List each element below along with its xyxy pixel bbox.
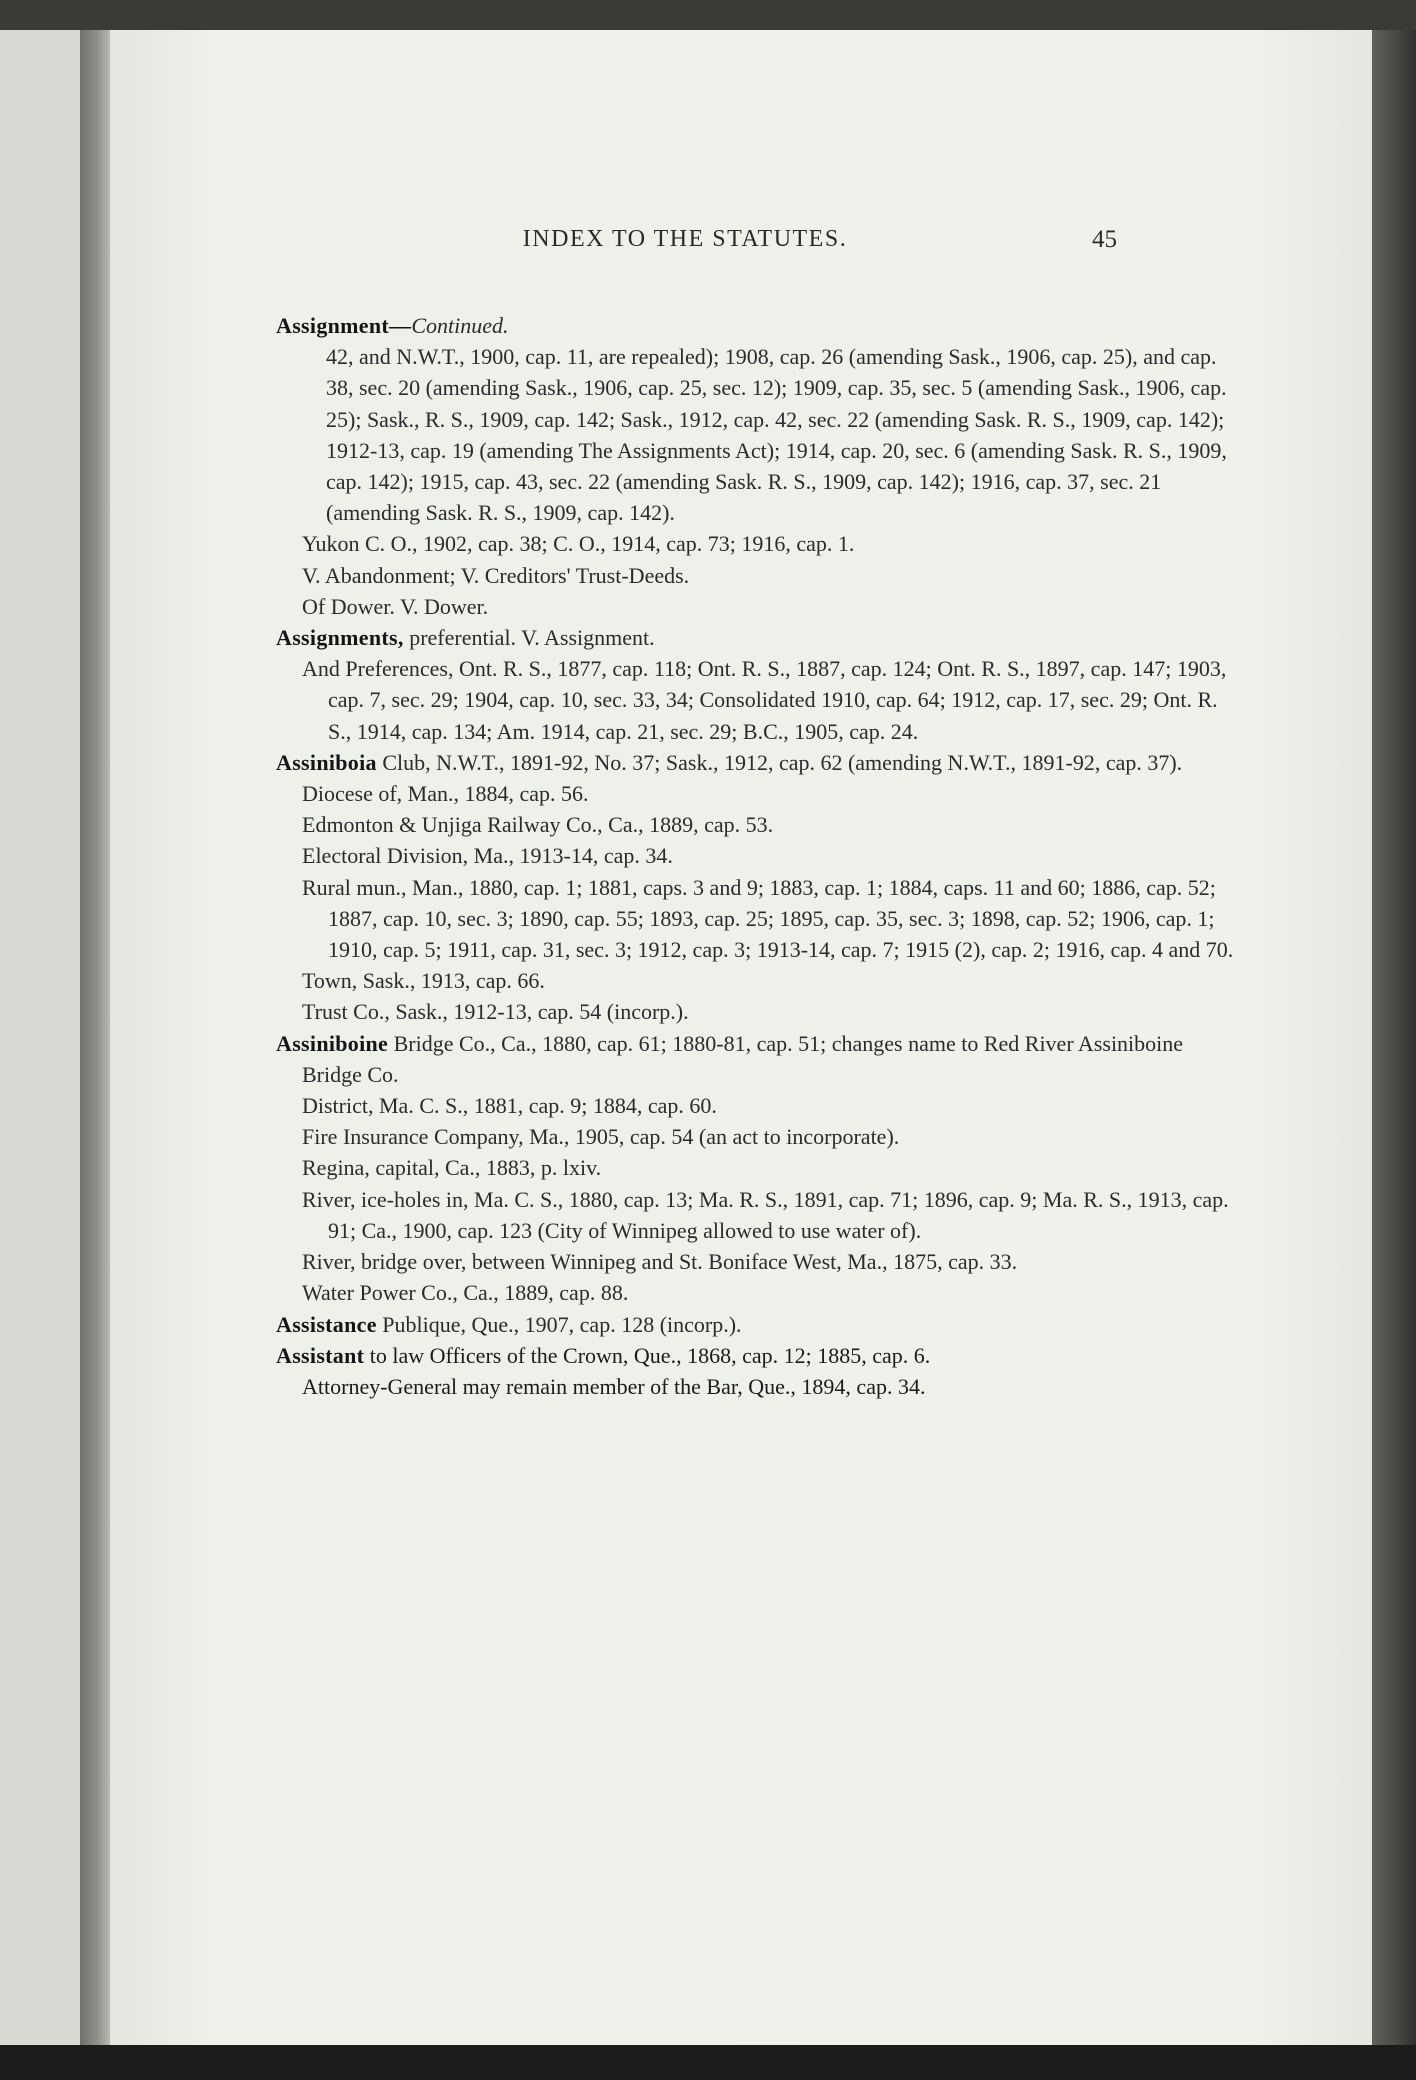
index-subentry: Electoral Division, Ma., 1913-14, cap. 34. [302, 843, 673, 869]
index-subentry: Diocese of, Man., 1884, cap. 56. [302, 781, 589, 807]
index-entry [276, 1340, 1234, 1371]
entry-text: to law Officers of the Crown, Que., 1868, cap. 12; 1885, cap. 6. [364, 1342, 931, 1368]
index-subentry: District, Ma. C. S., 1881, cap. 9; 1884, cap. 60. [302, 1093, 717, 1119]
book-page [110, 30, 1372, 2045]
running-title: INDEX TO THE STATUTES. [522, 226, 848, 252]
book-cover-edge [1372, 30, 1416, 2045]
index-body [276, 310, 1234, 1402]
entry-continued-note: Continued. [411, 313, 509, 338]
page-number: 45 [1092, 226, 1117, 253]
entry-text: Publique, Que., 1907, cap. 128 (incorp.). [376, 1311, 742, 1337]
index-entry [276, 622, 1234, 653]
entry-headword: Assistance [276, 1311, 377, 1337]
index-entry [276, 747, 1234, 778]
index-entry [276, 310, 1234, 341]
entry-headword: Assiniboia [276, 749, 377, 775]
entry-headword: Assiniboine [276, 1030, 389, 1056]
index-entry-continuation: 42, and N.W.T., 1900, cap. 11, are repealed); 1908, cap. 26 (amending Sask., 1906, cap. 25), and cap. 38, sec. 20 (amending Sask., 1906, cap. 25, sec. 12); 1909, cap. 35, sec. 5 (amending Sask., 1906, cap. 25); Sask., R. S., 1909, cap. 142; Sask., 1912, cap. 42, sec. 22 (amending Sask. R. S., 1909, cap. 142); 1912-13, cap. 19 (amending The Assignments Act); 1914, cap. 20, sec. 6 (amending Sask. R. S., 1909, cap. 142); 1915, cap. 43, sec. 22 (amending Sask. R. S., 1909, cap. 142); 1916, cap. 37, sec. 21 (amending Sask. R. S., 1909, cap. 142). [326, 344, 1227, 526]
index-subentry: Of Dower. V. Dower. [302, 593, 489, 619]
index-subentry: Fire Insurance Company, Ma., 1905, cap. 54 (an act to incorporate). [302, 1124, 900, 1150]
index-subentry: Town, Sask., 1913, cap. 66. [302, 968, 545, 994]
entry-headword: Assignment— [276, 313, 412, 338]
scan-top-border [0, 0, 1416, 30]
index-subentry: Rural mun., Man., 1880, cap. 1; 1881, caps. 3 and 9; 1883, cap. 1; 1884, caps. 11 and 60; 1886, cap. 52; 1887, cap. 10, sec. 3; 1890, cap. 55; 1893, cap. 25; 1895, cap. 35, sec. 3; 1898, cap. 52; 1906, cap. 1; 1910, cap. 5; 1911, cap. 31, sec. 3; 1912, cap. 3; 1913-14, cap. 7; 1915 (2), cap. 2; 1916, cap. 4 and 70. [302, 874, 1234, 963]
index-subentry: And Preferences, Ont. R. S., 1877, cap. 118; Ont. R. S., 1887, cap. 124; Ont. R. S., 1897, cap. 147; 1903, cap. 7, sec. 29; 1904, cap. 10, sec. 33, 34; Consolidated 1910, cap. 64; 1912, cap. 17, sec. 29; Ont. R. S., 1914, cap. 134; Am. 1914, cap. 21, sec. 29; B.C., 1905, cap. 24. [302, 656, 1227, 744]
index-subentry: River, ice-holes in, Ma. C. S., 1880, cap. 13; Ma. R. S., 1891, cap. 71; 1896, cap. 9; Ma. R. S., 1913, cap. 91; Ca., 1900, cap. 123 (City of Winnipeg allowed to use water of). [302, 1186, 1229, 1243]
entry-text: Bridge Co., Ca., 1880, cap. 61; 1880-81, cap. 51; changes name to Red River Assiniboine Bridge Co. [302, 1030, 1184, 1087]
index-subentry: Edmonton & Unjiga Railway Co., Ca., 1889, cap. 53. [302, 812, 774, 838]
index-subentry: Regina, capital, Ca., 1883, p. lxiv. [302, 1155, 602, 1181]
index-subentry: Yukon C. O., 1902, cap. 38; C. O., 1914, cap. 73; 1916, cap. 1. [302, 531, 855, 557]
index-entry [276, 1309, 1234, 1340]
index-cross-reference: V. Abandonment; V. Creditors' Trust-Deeds. [302, 562, 690, 588]
index-entry [276, 1028, 1234, 1090]
running-head [110, 226, 1372, 262]
entry-headword: Assignments, [276, 625, 404, 651]
entry-headword: Assistant [276, 1342, 365, 1368]
book-gutter [80, 30, 110, 2045]
index-subentry: Water Power Co., Ca., 1889, cap. 88. [302, 1280, 629, 1306]
index-subentry: Attorney-General may remain member of the Bar, Que., 1894, cap. 34. [302, 1373, 926, 1399]
entry-text: Club, N.W.T., 1891-92, No. 37; Sask., 1912, cap. 62 (amending N.W.T., 1891-92, cap. 37). [376, 749, 1183, 775]
index-subentry: River, bridge over, between Winnipeg and St. Boniface West, Ma., 1875, cap. 33. [302, 1249, 1018, 1275]
index-subentry: Trust Co., Sask., 1912-13, cap. 54 (incorp.). [302, 999, 689, 1025]
entry-text: preferential. V. Assignment. [403, 625, 655, 651]
scan-bottom-border [0, 2045, 1416, 2080]
facing-page-edge [0, 30, 80, 2045]
